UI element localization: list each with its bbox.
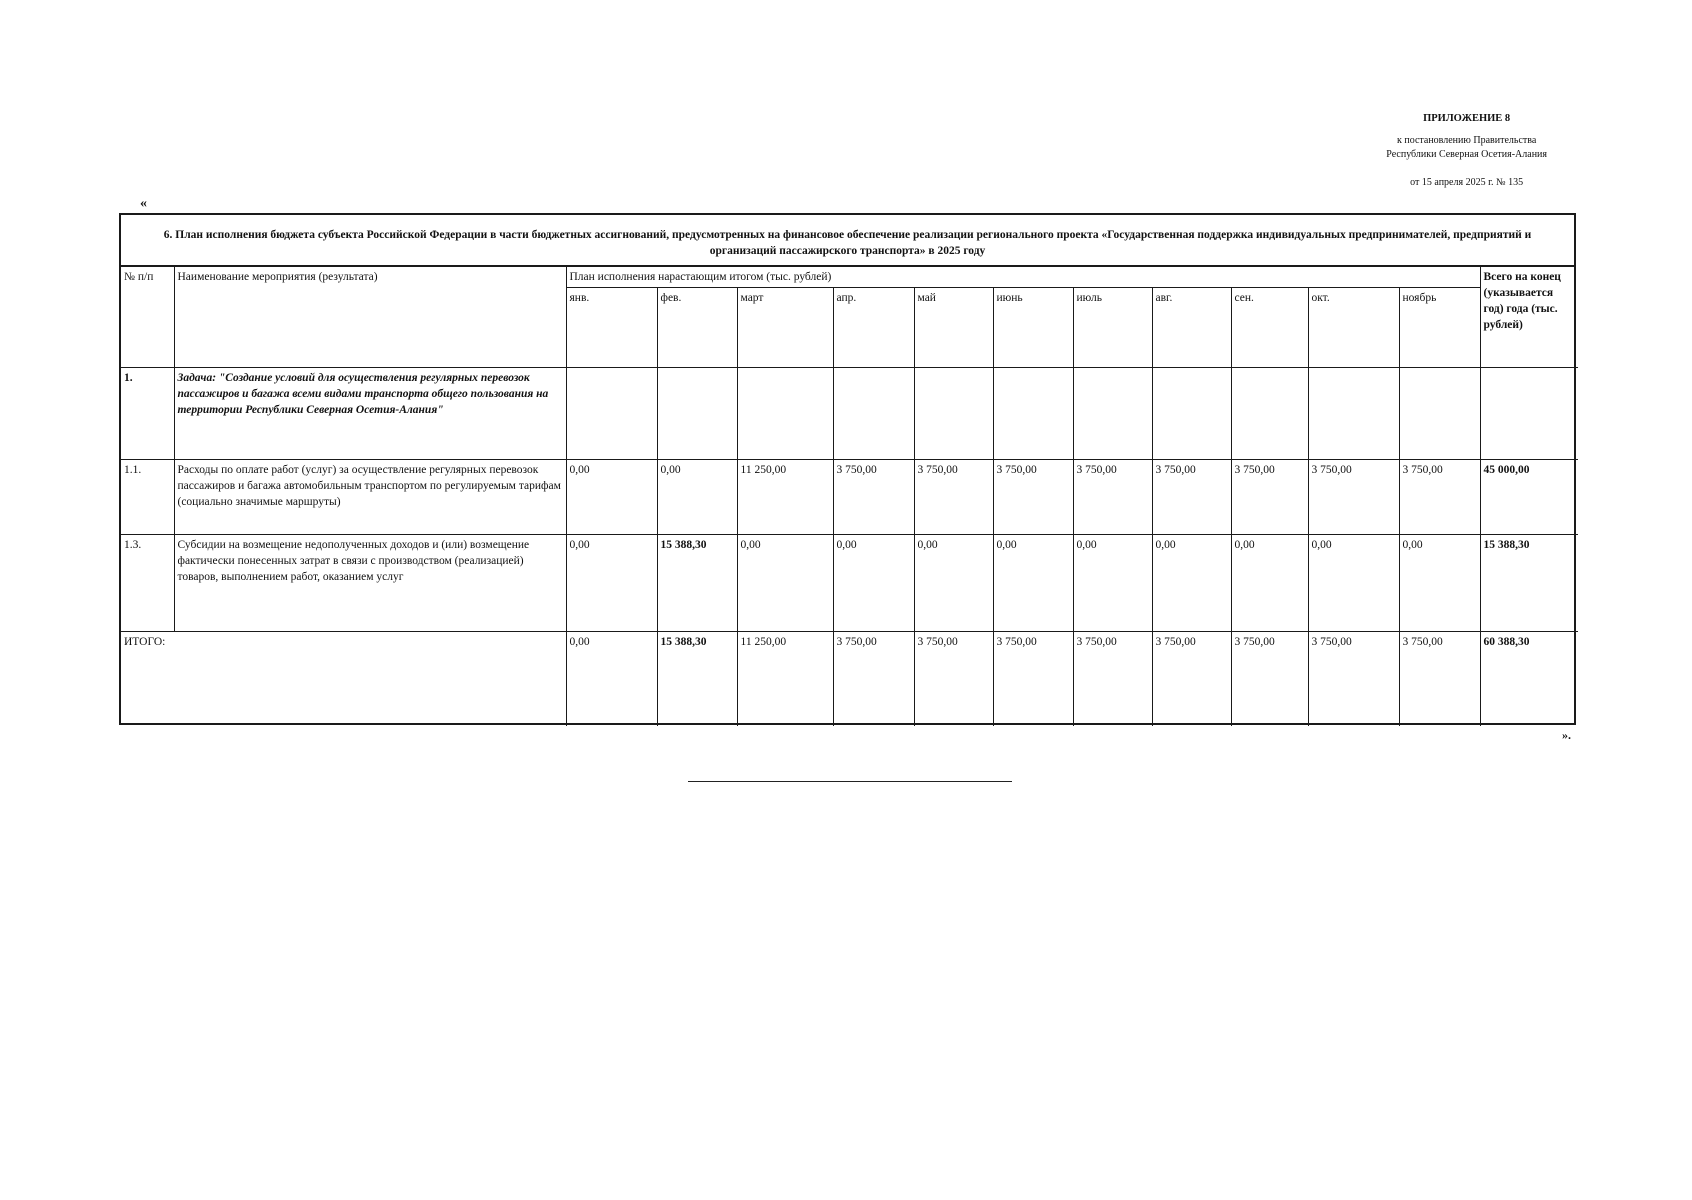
month-header: июль <box>1073 288 1152 368</box>
month-header: ноябрь <box>1399 288 1480 368</box>
appendix-date: от 15 апреля 2025 г. № 135 <box>1410 177 1524 188</box>
row-value <box>657 368 737 460</box>
row-total: 15 388,30 <box>1480 535 1578 632</box>
total-value: 3 750,00 <box>1152 632 1231 726</box>
col-total-header: Всего на конец (указывается год) года (тыс. рублей) <box>1480 267 1578 368</box>
month-header: янв. <box>566 288 657 368</box>
table-row-total <box>121 632 1578 726</box>
total-value: 3 750,00 <box>833 632 914 726</box>
row-value: 11 250,00 <box>737 460 833 535</box>
row-value <box>993 368 1073 460</box>
total-label: ИТОГО: <box>121 632 566 726</box>
budget-plan-table <box>121 267 1578 726</box>
total-value: 11 250,00 <box>737 632 833 726</box>
row-value <box>1308 368 1399 460</box>
row-name: Задача: "Создание условий для осуществления регулярных перевозок пассажиров и багажа всеми видами транспорта общего пользования на территории Республики Северная Осетия-Алания" <box>174 368 566 460</box>
month-header: апр. <box>833 288 914 368</box>
appendix-title: ПРИЛОЖЕНИЕ 8 <box>1423 113 1511 124</box>
table-row-task <box>121 368 1578 460</box>
row-value <box>1073 368 1152 460</box>
month-header: март <box>737 288 833 368</box>
total-value: 3 750,00 <box>1231 632 1308 726</box>
appendix-line-2: Республики Северная Осетия-Алания <box>1386 149 1547 160</box>
month-header: сен. <box>1231 288 1308 368</box>
month-header: фев. <box>657 288 737 368</box>
header-row-1 <box>121 267 1578 288</box>
month-header: май <box>914 288 993 368</box>
row-value: 3 750,00 <box>1152 460 1231 535</box>
row-value: 0,00 <box>737 535 833 632</box>
row-num: 1. <box>121 368 174 460</box>
row-value: 3 750,00 <box>833 460 914 535</box>
row-value <box>566 368 657 460</box>
month-header: окт. <box>1308 288 1399 368</box>
row-value: 0,00 <box>566 460 657 535</box>
row-value: 0,00 <box>1152 535 1231 632</box>
table-title: 6. План исполнения бюджета субъекта Российской Федерации в части бюджетных ассигнований, предусмотренных на финансовое обеспечение реализации регионального проекта «Государственная поддержка индивидуальных предпринимателей, предприятий и организаций пассажирского транспорта» в 2025 году <box>121 215 1574 267</box>
row-value: 3 750,00 <box>993 460 1073 535</box>
row-value <box>737 368 833 460</box>
row-value: 0,00 <box>993 535 1073 632</box>
total-value: 3 750,00 <box>1399 632 1480 726</box>
row-value: 0,00 <box>1399 535 1480 632</box>
total-value: 3 750,00 <box>914 632 993 726</box>
row-value <box>1231 368 1308 460</box>
row-value <box>833 368 914 460</box>
row-num: 1.1. <box>121 460 174 535</box>
row-value <box>1152 368 1231 460</box>
month-header: июнь <box>993 288 1073 368</box>
row-total: 45 000,00 <box>1480 460 1578 535</box>
row-value: 3 750,00 <box>1231 460 1308 535</box>
table-row-1-1 <box>121 460 1578 535</box>
row-value <box>1399 368 1480 460</box>
closing-quote: ». <box>1562 728 1571 742</box>
total-value: 3 750,00 <box>1073 632 1152 726</box>
table-row-1-3 <box>121 535 1578 632</box>
row-value: 3 750,00 <box>1073 460 1152 535</box>
col-name-header: Наименование мероприятия (результата) <box>174 267 566 368</box>
row-value: 3 750,00 <box>914 460 993 535</box>
row-value: 0,00 <box>1073 535 1152 632</box>
row-value: 0,00 <box>566 535 657 632</box>
col-plan-header: План исполнения нарастающим итогом (тыс. рублей) <box>566 267 1480 288</box>
row-total <box>1480 368 1578 460</box>
total-value: 0,00 <box>566 632 657 726</box>
row-value: 0,00 <box>833 535 914 632</box>
row-num: 1.3. <box>121 535 174 632</box>
col-num-header: № п/п <box>121 267 174 368</box>
appendix-header <box>1386 112 1547 190</box>
row-value: 15 388,30 <box>657 535 737 632</box>
month-header: авг. <box>1152 288 1231 368</box>
row-value: 3 750,00 <box>1399 460 1480 535</box>
total-value: 3 750,00 <box>1308 632 1399 726</box>
opening-quote: « <box>140 196 147 211</box>
total-value: 15 388,30 <box>657 632 737 726</box>
row-value: 3 750,00 <box>1308 460 1399 535</box>
row-name: Субсидии на возмещение недополученных доходов и (или) возмещение фактически понесенных затрат в связи с производством (реализацией) товаров, выполнением работ, оказанием услуг <box>174 535 566 632</box>
row-value: 0,00 <box>657 460 737 535</box>
plan-table-frame <box>119 213 1576 725</box>
row-value <box>914 368 993 460</box>
total-value: 3 750,00 <box>993 632 1073 726</box>
row-value: 0,00 <box>1231 535 1308 632</box>
row-value: 0,00 <box>1308 535 1399 632</box>
grand-total: 60 388,30 <box>1480 632 1578 726</box>
signature-line <box>688 781 1012 782</box>
row-name: Расходы по оплате работ (услуг) за осуществление регулярных перевозок пассажиров и багажа автомобильным транспортом по регулируемым тарифам (социально значимые маршруты) <box>174 460 566 535</box>
row-value: 0,00 <box>914 535 993 632</box>
appendix-line-1: к постановлению Правительства <box>1396 135 1537 146</box>
